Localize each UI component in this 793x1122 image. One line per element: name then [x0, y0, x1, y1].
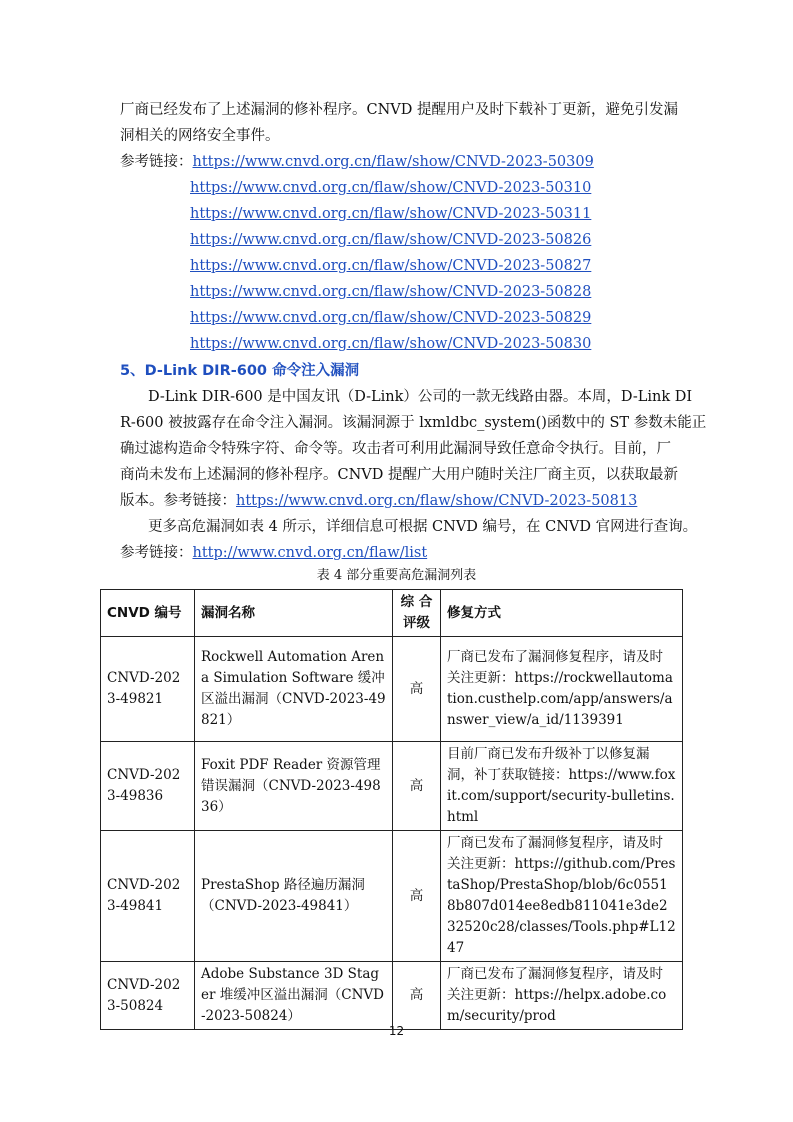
reference-link[interactable]: https://www.cnvd.org.cn/flaw/show/CNVD-2023-50310	[190, 180, 592, 196]
reference-link[interactable]: https://www.cnvd.org.cn/flaw/show/CNVD-2023-50311	[190, 206, 592, 222]
paragraph-line	[120, 488, 680, 514]
reference-link[interactable]: https://www.cnvd.org.cn/flaw/show/CNVD-2023-50826	[190, 232, 592, 248]
reference-link[interactable]: https://www.cnvd.org.cn/flaw/show/CNVD-2023-50828	[190, 284, 592, 300]
vulnerability-table	[100, 589, 683, 1030]
table-row	[101, 962, 683, 1030]
cell-fix: 厂商已发布了漏洞修复程序，请及时关注更新：https://github.com/PrestaShop/PrestaShop/blob/6c05518b807d014ee8edb811041e3de232520c28/classes/Tools.php#L1247	[441, 831, 683, 962]
reference-link[interactable]: https://www.cnvd.org.cn/flaw/show/CNVD-2023-50827	[190, 258, 592, 274]
table-header-row	[101, 590, 683, 637]
cell-vuln-name: Foxit PDF Reader 资源管理错误漏洞（CNVD-2023-49836）	[195, 742, 393, 831]
cell-vuln-name: Rockwell Automation Arena Simulation Software 缓冲区溢出漏洞（CNVD-2023-49821）	[195, 637, 393, 742]
reference-line	[120, 540, 680, 566]
paragraph-line: 更多高危漏洞如表 4 所示，详细信息可根据 CNVD 编号，在 CNVD 官网进行查询。	[148, 519, 698, 535]
header-cnvd-id: CNVD 编号	[101, 590, 195, 637]
table-row	[101, 831, 683, 962]
paragraph-line: 商尚未发布上述漏洞的修补程序。CNVD 提醒广大用户随时关注厂商主页，以获取最新	[120, 467, 678, 483]
cell-fix: 目前厂商已发布升级补丁以修复漏洞，补丁获取链接：https://www.foxit.com/support/security-bulletins.html	[441, 742, 683, 831]
header-rating: 综 合评级	[393, 590, 441, 637]
reference-link[interactable]: https://www.cnvd.org.cn/flaw/show/CNVD-2023-50830	[190, 336, 592, 352]
header-vuln-name: 漏洞名称	[195, 590, 393, 637]
page-number: 12	[388, 1024, 405, 1038]
reference-link[interactable]: https://www.cnvd.org.cn/flaw/show/CNVD-2023-50813	[236, 493, 638, 509]
table-row	[101, 637, 683, 742]
reference-link[interactable]: https://www.cnvd.org.cn/flaw/show/CNVD-2023-50309	[192, 154, 594, 170]
header-fix: 修复方式	[441, 590, 683, 637]
cell-vuln-name: Adobe Substance 3D Stager 堆缓冲区溢出漏洞（CNVD-2023-50824）	[195, 962, 393, 1030]
cell-fix: 厂商已发布了漏洞修复程序，请及时关注更新：https://rockwellautomation.custhelp.com/app/answers/answer_view/a_id/1139391	[441, 637, 683, 742]
reference-label: 参考链接：	[120, 545, 193, 561]
cell-rating: 高	[393, 637, 441, 742]
reference-link[interactable]: https://www.cnvd.org.cn/flaw/show/CNVD-2023-50829	[190, 310, 592, 326]
paragraph-line: R-600 被披露存在命令注入漏洞。该漏洞源于 lxmldbc_system()函数中的 ST 参数未能正	[120, 415, 707, 431]
cell-cnvd-id: CNVD-2023-49821	[101, 637, 195, 742]
paragraph-text: 版本。参考链接：	[120, 493, 236, 509]
paragraph-line: 洞相关的网络安全事件。	[120, 128, 280, 144]
cell-rating: 高	[393, 742, 441, 831]
cell-rating: 高	[393, 831, 441, 962]
reference-label: 参考链接：	[120, 154, 193, 170]
table-row	[101, 742, 683, 831]
cell-vuln-name: PrestaShop 路径遍历漏洞（CNVD-2023-49841）	[195, 831, 393, 962]
reference-link[interactable]: http://www.cnvd.org.cn/flaw/list	[192, 545, 428, 561]
paragraph-line: 厂商已经发布了上述漏洞的修补程序。CNVD 提醒用户及时下载补丁更新，避免引发漏	[120, 102, 678, 118]
section-heading: 5、D-Link DIR-600 命令注入漏洞	[120, 363, 360, 379]
reference-line	[120, 149, 680, 175]
cell-rating: 高	[393, 962, 441, 1030]
table-caption: 表 4 部分重要高危漏洞列表	[316, 568, 477, 583]
cell-fix: 厂商已发布了漏洞修复程序，请及时关注更新：https://helpx.adobe.com/security/prod	[441, 962, 683, 1030]
cell-cnvd-id: CNVD-2023-49836	[101, 742, 195, 831]
cell-cnvd-id: CNVD-2023-49841	[101, 831, 195, 962]
paragraph-line: D-Link DIR-600 是中国友讯（D-Link）公司的一款无线路由器。本周，D-Link DI	[148, 389, 693, 405]
paragraph-line: 确过滤构造命令特殊字符、命令等。攻击者可利用此漏洞导致任意命令执行。目前，厂	[120, 441, 671, 457]
cell-cnvd-id: CNVD-2023-50824	[101, 962, 195, 1030]
